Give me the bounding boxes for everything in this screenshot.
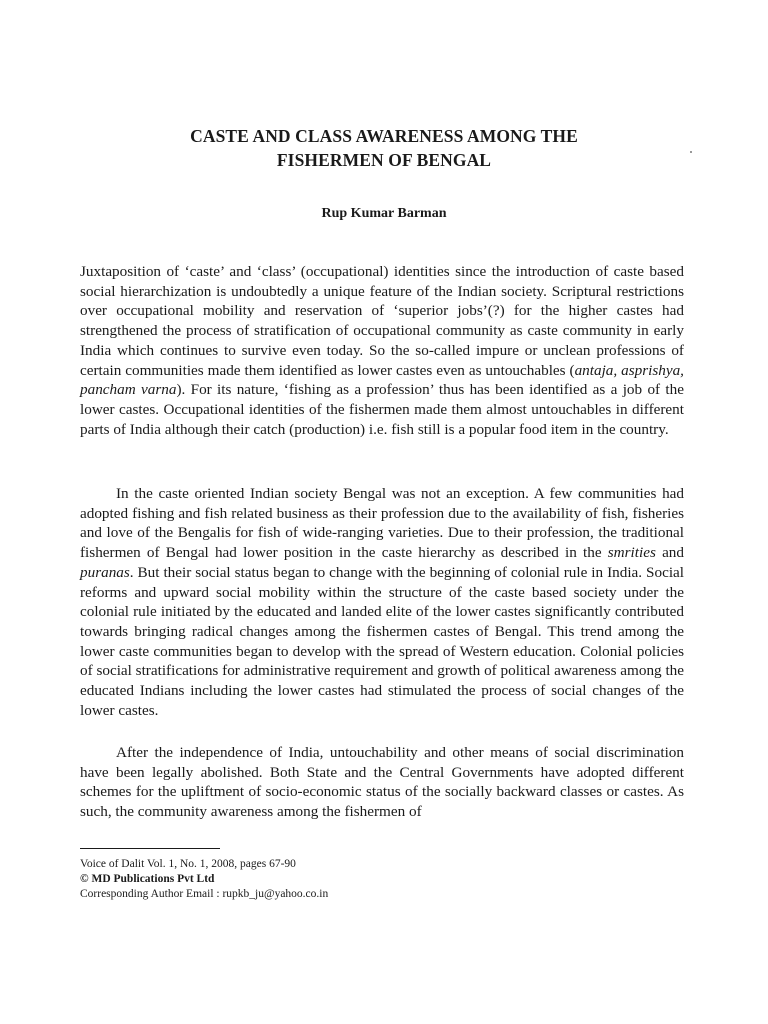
paragraph-3: After the independence of India, untouchability and other means of social discrimination have been legally abolished. Both State and the Central Governments have adopted different schemes for the upliftment of socio-economic status of the socially backward classes or castes. As such, the community awareness among the fishermen of <box>80 744 684 821</box>
footnotes <box>80 857 684 902</box>
paper-title-line-2: FISHERMEN OF BENGAL <box>276 150 492 170</box>
paragraph-2-italic-smrities: smrities <box>607 544 656 562</box>
footnote-journal: Voice of Dalit Vol. 1, No. 1, 2008, pages 67-90 <box>80 858 296 870</box>
paragraph-1-text-a: Juxtaposition of ‘caste’ and ‘class’ (occupational) identities since the introduction of caste based social hierarchization is undoubtedly a unique feature of the Indian society. Scriptural restrictions over occupational mobility and reservation of ‘superior jobs’(?) for the higher castes had strengthened the process of stratification of occupational community as caste community in early India which continues to survive even today. So the so-called impure or unclean professions of certain communities made them identified as lower castes even as untouchables ( <box>80 263 684 379</box>
paper-title <box>0 124 768 172</box>
paper-title-line-1: CASTE AND CLASS AWARENESS AMONG THE <box>190 126 578 146</box>
paragraph-2-text-b: . But their social status began to change with the beginning of colonial rule in India. Social reforms and upward social mobility within the structure of the caste based society under the colonial rule initiated by the educated and landed elite of the lower castes significantly contributed towards bringing radical changes among the fishermen castes of Bengal. This trend among the lower caste communities began to develop with the spread of Western education. Colonial policies of social stratifications for administrative requirement and growth of political awareness among the educated Indians including the lower castes had stimulated the process of social changes of the lower castes. <box>80 563 684 719</box>
author-name: Rup Kumar Barman <box>321 206 447 221</box>
paragraph-1 <box>80 262 684 439</box>
paragraph-2-italic-puranas: puranas <box>80 563 130 581</box>
paragraph-1-italic-terms: antaja, asprishya, pancham varna <box>80 361 684 399</box>
footnote-email: Corresponding Author Email : rupkb_ju@yahoo.co.in <box>80 888 329 900</box>
paragraph-2-text-a: In the caste oriented Indian society Bengal was not an exception. A few communities had adopted fishing and fish related business as their profession due to the availability of fish, fisheries and love of the Bengalis for fish of wide-ranging varieties. Due to their profession, the traditional fishermen of Bengal had lower position in the caste hierarchy as described in the <box>80 485 684 562</box>
paragraph-1-text-b: ). For its nature, ‘fishing as a profession’ thus has been identified as a job of the lower castes. Occupational identities of the fishermen made them almost untouchables in different parts of India although their catch (production) i.e. fish still is a popular food item in the country. <box>80 381 684 438</box>
footnote-publisher: © MD Publications Pvt Ltd <box>80 873 215 885</box>
paragraph-2 <box>80 484 684 720</box>
paragraph-2-text-and: and <box>655 544 684 562</box>
footnote-divider <box>80 848 220 849</box>
scan-speck <box>690 151 692 153</box>
